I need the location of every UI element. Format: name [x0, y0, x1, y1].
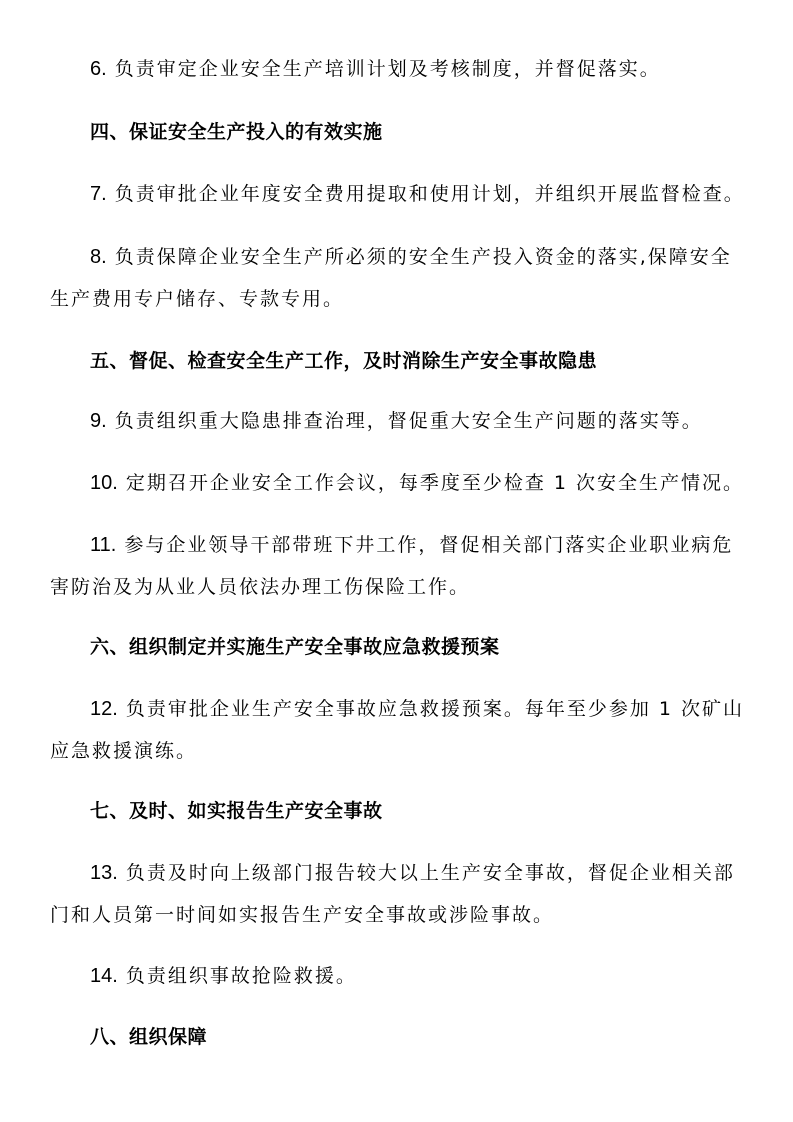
item-number: 12. [90, 698, 118, 720]
paragraph-item-10 [50, 462, 748, 504]
paragraph-item-11 [50, 524, 748, 608]
item-number: 13. [90, 862, 118, 884]
item-text: 负责组织事故抢险救援。 [117, 965, 357, 987]
item-number: 10. [90, 472, 118, 494]
item-text: 参与企业领导干部带班下井工作，督促相关部门落实企业职业病危害防治及为从业人员依法办理工伤保险工作。 [50, 534, 734, 598]
section-heading-8 [50, 1016, 748, 1058]
item-text: 定期召开企业安全工作会议，每季度至少检查 1 次安全生产情况。 [117, 472, 745, 494]
item-number: 6. [90, 58, 107, 80]
item-number: 14. [90, 965, 118, 987]
section-heading-7 [50, 790, 748, 832]
section-heading-5 [50, 340, 748, 382]
item-text: 负责组织重大隐患排查治理，督促重大安全生产问题的落实等。 [106, 410, 703, 432]
item-text: 负责及时向上级部门报告较大以上生产安全事故，督促企业相关部门和人员第一时间如实报告生产安全事故或涉险事故。 [50, 862, 735, 926]
paragraph-item-9 [50, 400, 748, 442]
heading-text: 六、组织制定并实施生产安全事故应急救援预案 [90, 636, 500, 658]
heading-text: 七、及时、如实报告生产安全事故 [90, 800, 383, 822]
item-number: 7. [90, 183, 107, 205]
item-number: 8. [90, 246, 107, 268]
item-number: 11. [90, 534, 117, 556]
item-text: 负责审批企业生产安全事故应急救援预案。每年至少参加 1 次矿山应急救援演练。 [50, 698, 745, 762]
paragraph-item-8 [50, 236, 748, 320]
heading-text: 八、组织保障 [90, 1026, 208, 1048]
item-text: 负责审批企业年度安全费用提取和使用计划，并组织开展监督检查。 [106, 183, 745, 205]
item-text: 负责保障企业安全生产所必须的安全生产投入资金的落实,保障安全生产费用专户储存、专款专用。 [50, 246, 732, 310]
heading-text: 四、保证安全生产投入的有效实施 [90, 121, 383, 143]
item-number: 9. [90, 410, 107, 432]
section-heading-6 [50, 626, 748, 668]
paragraph-item-14 [50, 955, 748, 997]
paragraph-item-12 [50, 688, 748, 772]
paragraph-item-6 [50, 48, 748, 90]
paragraph-item-13 [50, 852, 748, 936]
heading-text: 五、督促、检查安全生产工作，及时消除生产安全事故隐患 [90, 350, 598, 372]
section-heading-4 [50, 111, 748, 153]
item-text: 负责审定企业安全生产培训计划及考核制度，并督促落实。 [106, 58, 661, 80]
paragraph-item-7 [50, 173, 748, 215]
